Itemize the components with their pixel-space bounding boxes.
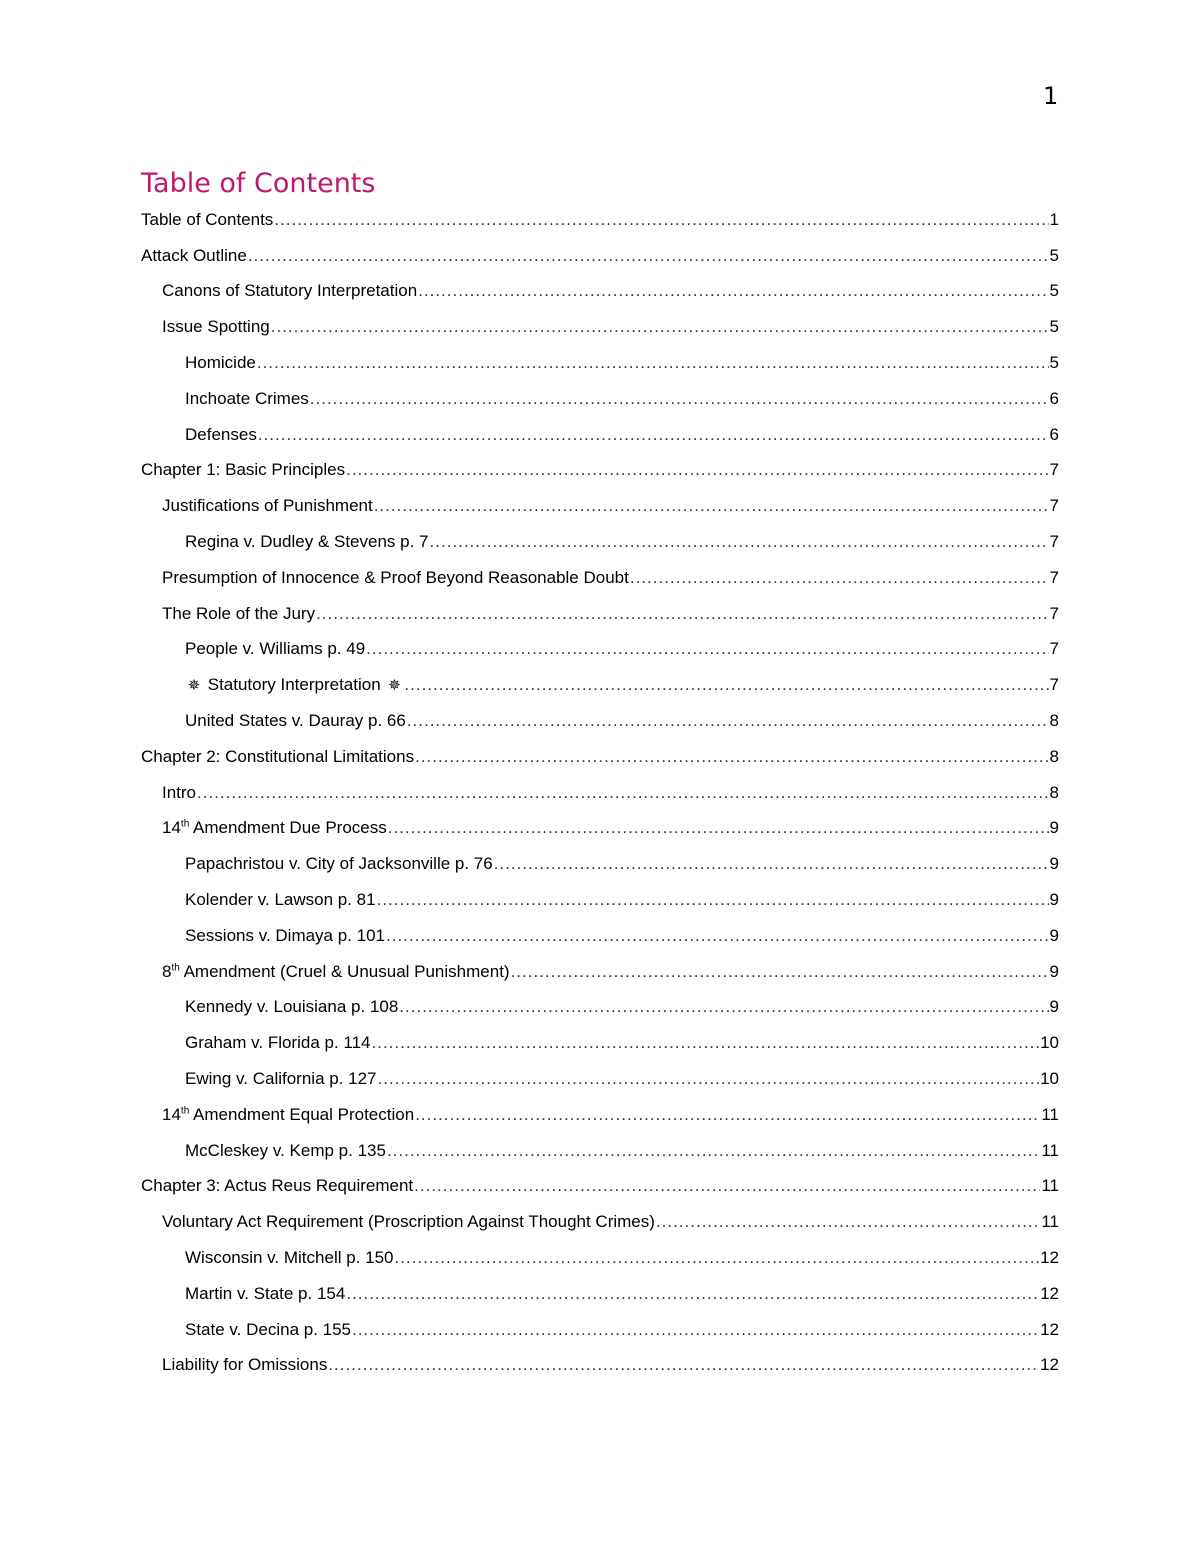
toc-entry-page[interactable]: 12: [1040, 1283, 1059, 1303]
toc-dot-leader: [386, 926, 1049, 946]
toc-entry-text: Intro: [162, 782, 197, 802]
toc-entry-page[interactable]: 6: [1049, 424, 1059, 444]
toc-entry[interactable]: [141, 1276, 1059, 1312]
toc-entry-title[interactable]: [185, 711, 406, 731]
toc-entry-text: United States v. Dauray p. 66: [185, 711, 406, 731]
toc-dot-leader: [271, 317, 1049, 337]
toc-entry-text: State v. Decina p. 155: [185, 1319, 352, 1339]
toc-entry-page[interactable]: 11: [1041, 1212, 1059, 1232]
toc-dot-leader: [630, 568, 1049, 588]
toc-dot-leader: [374, 496, 1049, 516]
toc-entry-title[interactable]: [185, 890, 376, 910]
toc-entry-text: The Role of the Jury: [162, 603, 316, 623]
toc-entry-page[interactable]: 9: [1049, 890, 1059, 910]
toc-entry-text: People v. Williams p. 49: [185, 639, 366, 659]
toc-entry-title[interactable]: [185, 532, 429, 552]
toc-entry-page[interactable]: 5: [1049, 281, 1059, 301]
toc-entry-ordinal-suffix: th: [171, 961, 180, 973]
toc-entry-page[interactable]: 1: [1049, 209, 1059, 229]
toc-entry-text: Papachristou v. City of Jacksonville p. 76: [185, 854, 493, 874]
toc-entry-title[interactable]: [185, 1033, 371, 1053]
toc-entry-page[interactable]: 10: [1040, 1069, 1059, 1089]
toc-entry-page[interactable]: 6: [1049, 388, 1059, 408]
toc-entry-text: Justifications of Punishment: [162, 496, 373, 516]
toc-entry[interactable]: [141, 238, 1059, 274]
toc-entry-ordinal: 14: [162, 818, 181, 838]
toc-entry-ordinal: 14: [162, 1104, 181, 1124]
toc-entry[interactable]: [141, 739, 1059, 775]
toc-dot-leader: [414, 1176, 1040, 1196]
toc-dot-leader: [415, 1105, 1040, 1125]
toc-entry-title[interactable]: [162, 818, 387, 838]
sparkle-icon: ✵: [187, 677, 201, 695]
toc-entry-title[interactable]: [185, 639, 365, 659]
toc-entry-text: Voluntary Act Requirement (Proscription Against Thought Crimes): [162, 1212, 655, 1232]
toc-entry-text: Kolender v. Lawson p. 81: [185, 890, 376, 910]
toc-entry[interactable]: [141, 632, 1059, 668]
toc-dot-leader: [377, 890, 1049, 910]
toc-entry[interactable]: [141, 1240, 1059, 1276]
toc-entry-text: Presumption of Innocence & Proof Beyond Reasonable Doubt: [162, 567, 629, 587]
toc-entry[interactable]: [141, 596, 1059, 632]
toc-dot-leader: [258, 425, 1049, 445]
toc-entry-title[interactable]: [162, 1212, 655, 1232]
toc-entry-text: Liability for Omissions: [162, 1355, 328, 1375]
toc-entry[interactable]: [141, 990, 1059, 1026]
toc-dot-leader: [430, 532, 1049, 552]
toc-entry[interactable]: [141, 1133, 1059, 1169]
toc-entry-page[interactable]: 5: [1049, 353, 1059, 373]
toc-entry-title[interactable]: [185, 353, 256, 373]
toc-entry-title[interactable]: [162, 1105, 414, 1125]
toc-entry-title[interactable]: [185, 926, 385, 946]
toc-entry-title[interactable]: [185, 675, 403, 695]
toc-entry[interactable]: [141, 1169, 1059, 1205]
toc-entry[interactable]: [141, 345, 1059, 381]
toc-entry-text: McCleskey v. Kemp p. 135: [185, 1140, 386, 1160]
toc-entry[interactable]: [141, 488, 1059, 524]
page-number: 1: [1043, 82, 1059, 110]
toc-entry-title[interactable]: [162, 783, 196, 803]
toc-entry-text: Inchoate Crimes: [185, 388, 309, 408]
toc-entry-text: Graham v. Florida p. 114: [185, 1033, 371, 1053]
toc-entry-title[interactable]: [185, 854, 493, 874]
toc-entry[interactable]: [141, 381, 1059, 417]
toc-entry-ordinal-suffix: th: [180, 818, 190, 830]
toc-entry-title[interactable]: [185, 1320, 351, 1340]
toc-entry-text: Amendment Due Process: [189, 818, 387, 838]
toc-entry-text: Amendment Equal Protection: [189, 1104, 415, 1124]
toc-entry-ordinal: 8: [162, 961, 172, 981]
toc-entry[interactable]: [141, 882, 1059, 918]
toc-entry-text: Statutory Interpretation: [207, 675, 381, 695]
toc-entry-title[interactable]: [162, 317, 270, 337]
toc-entry[interactable]: [141, 274, 1059, 310]
toc-entry-page[interactable]: 5: [1049, 245, 1059, 265]
toc-entry-page[interactable]: 9: [1049, 997, 1059, 1017]
toc-entry-page[interactable]: 8: [1049, 746, 1059, 766]
toc-entry-text: Homicide: [185, 353, 256, 373]
toc-entry-page[interactable]: 8: [1049, 782, 1059, 802]
toc-entry[interactable]: [141, 811, 1059, 847]
toc-entry-title[interactable]: [185, 1069, 377, 1089]
toc-entry-title[interactable]: [185, 425, 257, 445]
toc-entry-page[interactable]: 7: [1049, 532, 1059, 552]
toc-entry[interactable]: [141, 846, 1059, 882]
toc-entry-page[interactable]: 9: [1049, 854, 1059, 874]
toc-entry-page[interactable]: 12: [1040, 1248, 1059, 1267]
toc-dot-leader: [366, 639, 1048, 659]
toc-entry-title[interactable]: [162, 604, 315, 624]
toc-entry-page[interactable]: 11: [1041, 1104, 1059, 1124]
toc-dot-leader: [352, 1320, 1039, 1340]
toc-entry-text: Canons of Statutory Interpretation: [162, 281, 418, 301]
toc-entry-text: Sessions v. Dimaya p. 101: [185, 925, 385, 945]
toc-entry-page[interactable]: 12: [1040, 1319, 1059, 1339]
toc-entry-text: Martin v. State p. 154: [185, 1283, 346, 1303]
toc-entry-page[interactable]: 7: [1049, 639, 1059, 659]
toc-entry[interactable]: [141, 775, 1059, 811]
toc-entry-title[interactable]: [185, 1284, 345, 1304]
toc-dot-leader: [404, 675, 1048, 695]
toc-entry-title[interactable]: [185, 1248, 393, 1268]
toc-entry[interactable]: [141, 202, 1059, 238]
toc-entry-page[interactable]: 9: [1049, 961, 1059, 981]
toc-entry-text: Ewing v. California p. 127: [185, 1069, 377, 1089]
toc-dot-leader: [656, 1212, 1040, 1232]
toc-entry-title[interactable]: [185, 389, 309, 409]
toc-entry-title[interactable]: [162, 1355, 327, 1375]
toc-dot-leader: [346, 460, 1048, 480]
toc-entry[interactable]: [141, 1097, 1059, 1133]
toc-entry-text: Chapter 1: Basic Principles: [141, 460, 346, 480]
toc-entry-title[interactable]: [185, 997, 398, 1017]
toc-entry[interactable]: [141, 524, 1059, 560]
toc-entry[interactable]: [141, 1312, 1059, 1348]
toc-entry[interactable]: [141, 667, 1059, 703]
toc-dot-leader: [418, 281, 1048, 301]
toc-entry-page[interactable]: 11: [1041, 1176, 1059, 1196]
toc-dot-leader: [399, 997, 1048, 1017]
toc-entry[interactable]: [141, 954, 1059, 990]
toc-entry-page[interactable]: 8: [1049, 711, 1059, 731]
toc-dot-leader: [407, 711, 1049, 731]
toc-entry-title[interactable]: [141, 460, 345, 480]
toc-entry-page[interactable]: 9: [1049, 925, 1059, 945]
toc-entry-title[interactable]: [162, 281, 417, 301]
toc-entry[interactable]: [141, 1061, 1059, 1097]
toc-entry[interactable]: [141, 1025, 1059, 1061]
toc-dot-leader: [197, 783, 1049, 803]
toc-dot-leader: [316, 604, 1048, 624]
toc-entry-page[interactable]: 7: [1049, 460, 1059, 480]
toc-dot-leader: [310, 389, 1049, 409]
toc-entry-text: Wisconsin v. Mitchell p. 150: [185, 1248, 394, 1267]
toc-entry-title[interactable]: [162, 496, 373, 516]
toc-dot-leader: [394, 1248, 1039, 1268]
toc-entry[interactable]: [141, 560, 1059, 596]
toc-entry-page[interactable]: 7: [1049, 567, 1059, 587]
toc-entry-text: Issue Spotting: [162, 317, 270, 337]
toc-entry-text: Chapter 2: Constitutional Limitations: [141, 746, 415, 766]
toc-entry-text: Amendment (Cruel & Unusual Punishment): [179, 961, 510, 981]
toc-dot-leader: [346, 1284, 1039, 1304]
toc-list: [141, 202, 1059, 1383]
toc-entry-page[interactable]: 7: [1049, 675, 1059, 695]
toc-entry[interactable]: [141, 309, 1059, 345]
toc-dot-leader: [257, 353, 1049, 373]
toc-entry-title[interactable]: [162, 568, 629, 588]
toc-entry-text: Chapter 3: Actus Reus Requirement: [141, 1176, 414, 1196]
toc-entry[interactable]: [141, 1204, 1059, 1240]
toc-entry-title[interactable]: [141, 1176, 413, 1196]
toc-dot-leader: [415, 747, 1048, 767]
toc-entry[interactable]: [141, 417, 1059, 453]
toc-dot-leader: [494, 854, 1049, 874]
toc-dot-leader: [248, 246, 1049, 266]
toc-entry-page[interactable]: 7: [1049, 603, 1059, 623]
toc-entry[interactable]: [141, 1348, 1059, 1384]
toc-entry-page[interactable]: 7: [1049, 496, 1059, 516]
toc-dot-leader: [274, 210, 1048, 230]
toc-dot-leader: [388, 818, 1049, 838]
toc-dot-leader: [328, 1355, 1039, 1375]
toc-dot-leader: [511, 962, 1049, 982]
toc-dot-leader: [387, 1141, 1040, 1161]
toc-entry-ordinal-suffix: th: [180, 1105, 190, 1117]
toc-entry[interactable]: [141, 918, 1059, 954]
toc-entry-page[interactable]: 9: [1049, 818, 1059, 838]
toc-entry-title[interactable]: [185, 1141, 386, 1161]
toc-entry-text: Attack Outline: [141, 245, 247, 265]
toc-entry[interactable]: [141, 703, 1059, 739]
toc-entry-title[interactable]: [141, 210, 273, 230]
toc-entry-text: Regina v. Dudley & Stevens p. 7: [185, 532, 429, 552]
toc-entry-page[interactable]: 10: [1040, 1033, 1059, 1053]
toc-entry-page[interactable]: 5: [1049, 317, 1059, 337]
toc-entry-page[interactable]: 12: [1040, 1355, 1059, 1375]
toc-dot-leader: [372, 1033, 1040, 1053]
toc-entry-page[interactable]: 11: [1041, 1140, 1059, 1160]
toc-heading: Table of Contents: [141, 168, 376, 199]
toc-entry-title[interactable]: [162, 962, 510, 982]
toc-entry-text: Kennedy v. Louisiana p. 108: [185, 997, 399, 1017]
toc-dot-leader: [378, 1069, 1040, 1089]
toc-entry-text: Defenses: [185, 424, 257, 444]
toc-entry-title[interactable]: [141, 747, 414, 767]
toc-entry-text: Table of Contents: [141, 209, 274, 229]
toc-entry[interactable]: [141, 453, 1059, 489]
sparkle-icon: ✵: [388, 677, 401, 695]
toc-entry-title[interactable]: [141, 246, 247, 266]
